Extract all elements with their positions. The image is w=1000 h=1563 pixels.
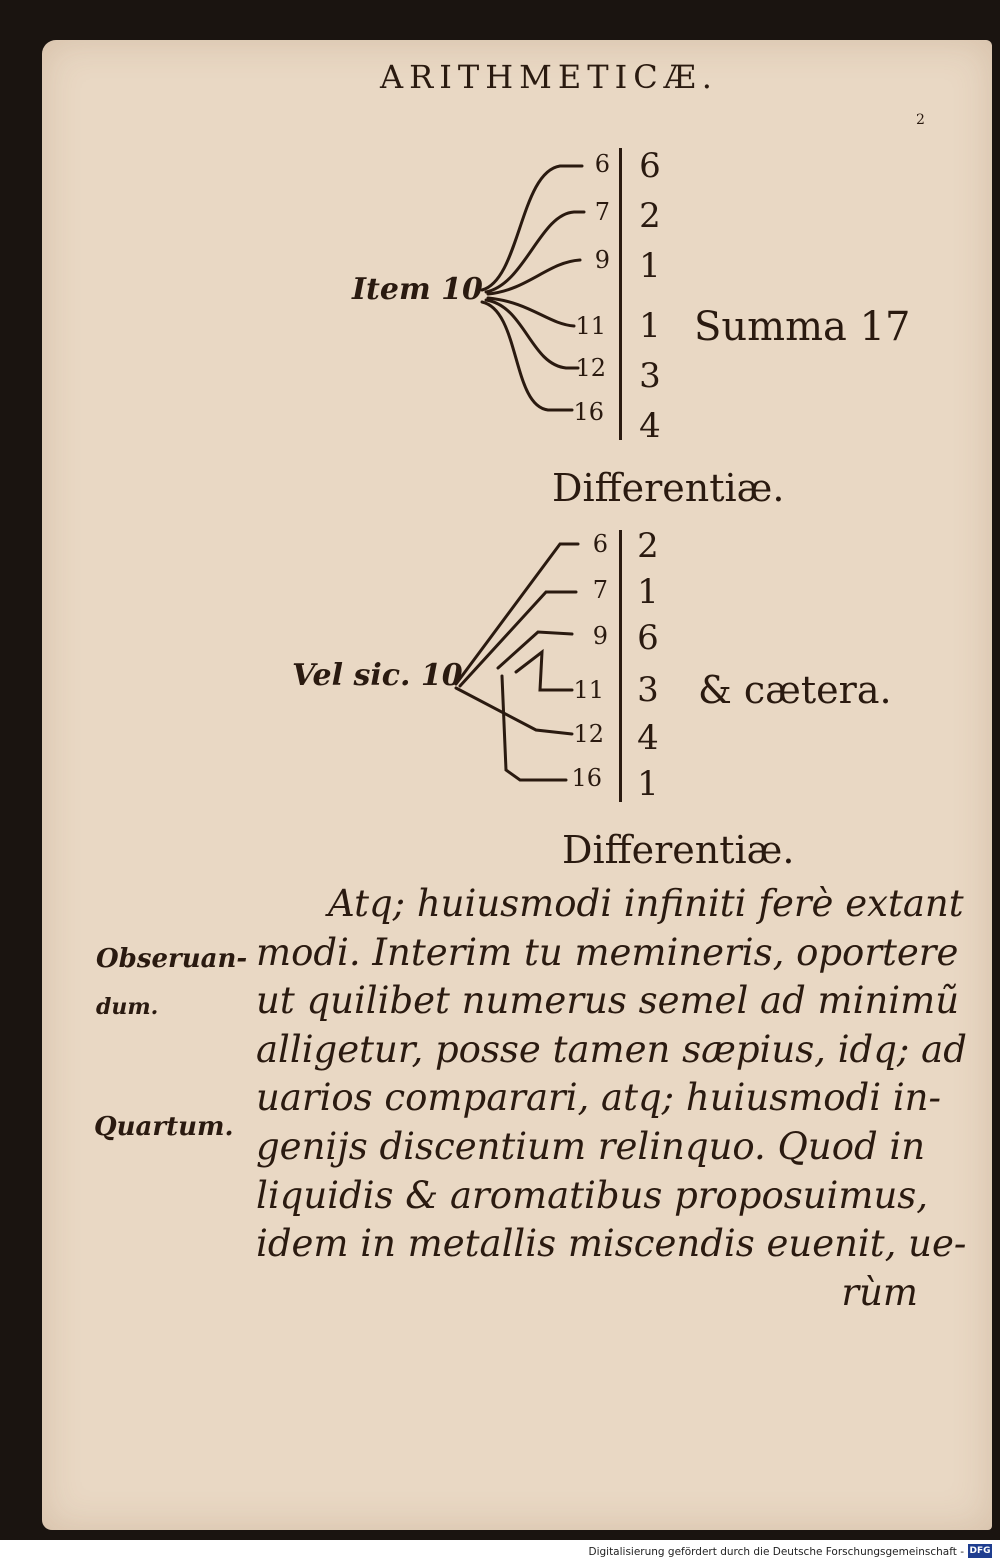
diagram1-left-num: 16: [573, 398, 604, 426]
page-mark: 2: [916, 112, 925, 128]
diagram2-left-num: 11: [573, 676, 604, 704]
body-line: modi. Interim tu memineris, oportere: [256, 930, 959, 974]
diagram2-divider: [619, 530, 622, 802]
diagram2-left-num: 7: [592, 576, 608, 604]
diagram1-left-num: 7: [594, 198, 610, 226]
diagram2-left-num: 9: [592, 622, 608, 650]
diagram1-right-num: 2: [639, 196, 661, 236]
diagram1-lead: Item 10: [352, 272, 483, 307]
summa-label: Summa 17: [694, 304, 911, 350]
line-to-12: [456, 688, 572, 734]
body-line: uarios comparari, atq; huiusmodi in-: [256, 1076, 942, 1120]
diagram1-caption: Differentiæ.: [552, 466, 785, 510]
line-to-9: [498, 632, 572, 668]
diagram1-divider: [619, 148, 622, 440]
catchword: rùm: [841, 1270, 918, 1314]
body-line: liquidis & aromatibus proposuimus,: [256, 1173, 929, 1217]
brace-to-16: [482, 302, 572, 410]
diagram1-right-num: 6: [639, 146, 661, 186]
diagram2-right-num: 3: [637, 670, 659, 710]
diagram1-right-num: 1: [639, 246, 661, 286]
footer-credit: Digitalisierung gefördert durch die Deutsche Forschungsgemeinschaft -: [588, 1546, 964, 1558]
diagram1-right-num: 4: [639, 406, 661, 446]
body-line: idem in metallis miscendis euenit, ue-: [256, 1222, 967, 1266]
body-line: alligetur, posse tamen sæpius, idq; ad: [256, 1027, 967, 1071]
diagram1-right-num: 1: [639, 306, 661, 346]
diagram2-lead: Vel sic. 10: [292, 658, 463, 693]
margin-note-observandum: Obseruan-: [96, 944, 248, 974]
running-header: ARITHMETICÆ.: [380, 58, 718, 96]
diagram1-left-num: 6: [594, 150, 610, 178]
diagram1-left-num: 12: [575, 354, 606, 382]
diagram2-right-num: 1: [637, 572, 659, 612]
diagram2-left-num: 6: [592, 530, 608, 558]
diagram2-left-num: 16: [571, 764, 602, 792]
line-to-6: [456, 544, 578, 684]
margin-note-quartum: Quartum.: [94, 1112, 234, 1142]
diagram2-right-num: 6: [637, 618, 659, 658]
diagram2-left-num: 12: [573, 720, 604, 748]
body-line: Atq; huiusmodi infiniti ferè extant: [328, 882, 964, 925]
diagram2-right-num: 1: [637, 764, 659, 804]
diagram1-left-num: 9: [594, 246, 610, 274]
dfg-logo-icon: DFG: [969, 1546, 991, 1556]
cetera-label: & cætera.: [698, 668, 892, 712]
body-line: ut quilibet numerus semel ad minimũ: [256, 979, 960, 1023]
body-paragraph: [256, 880, 967, 1317]
diagram2-right-num: 4: [637, 718, 659, 758]
margin-note-observandum-cont: dum.: [96, 994, 159, 1020]
diagram1-left-num: 11: [575, 312, 606, 340]
diagram1-right-num: 3: [639, 356, 661, 396]
diagram2-right-num: 2: [637, 526, 659, 566]
diagram2-caption: Differentiæ.: [562, 828, 795, 872]
body-line: genijs discentium relinquo. Quod in: [256, 1124, 926, 1168]
